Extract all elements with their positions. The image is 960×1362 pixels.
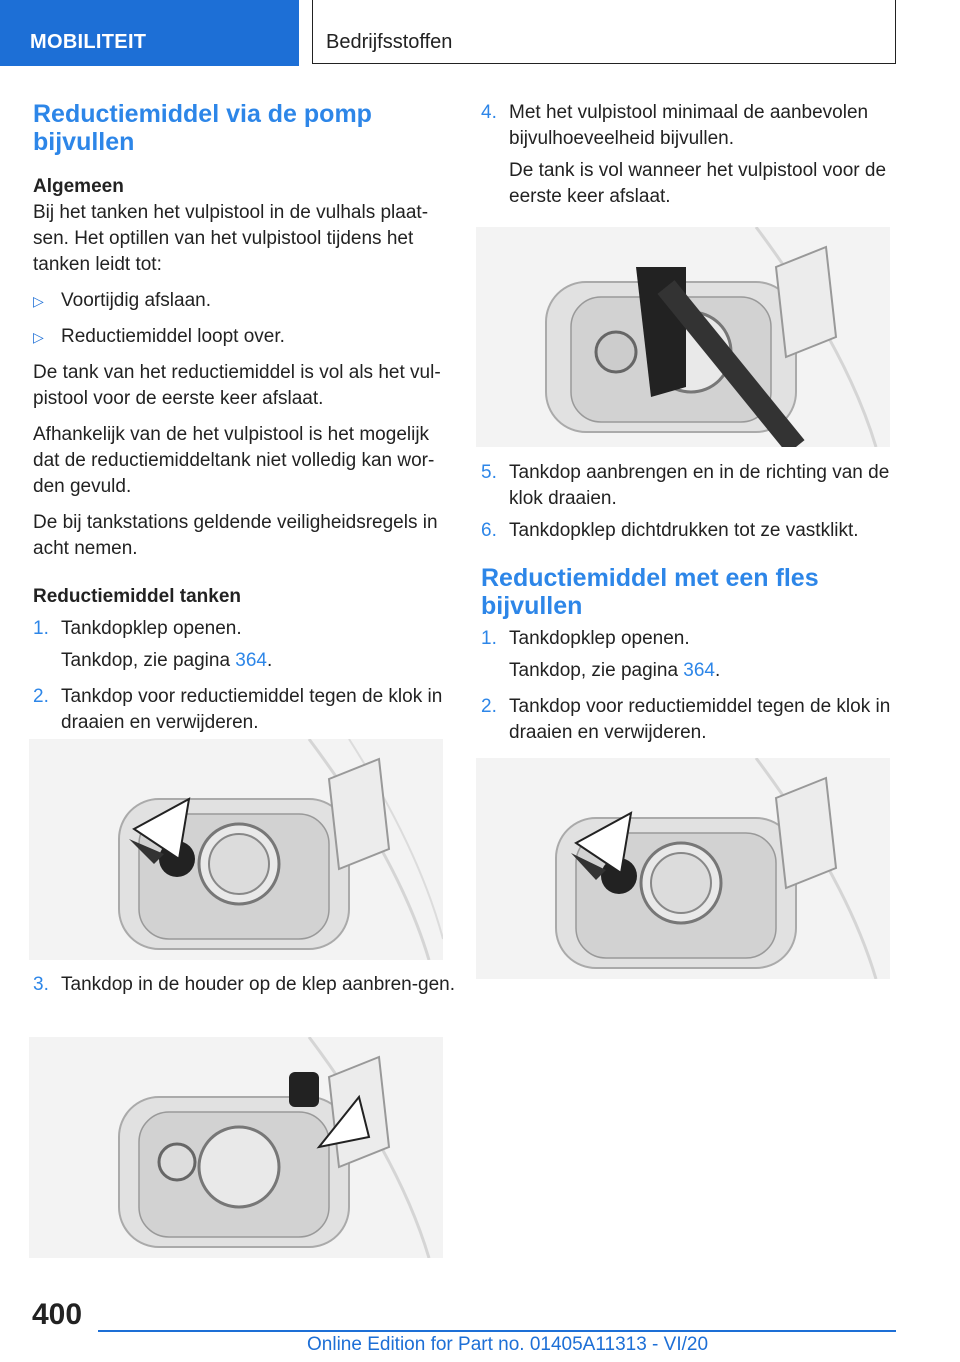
list-item: ▷ Voortijdig afslaan. bbox=[33, 288, 443, 314]
triangle-bullet-icon: ▷ bbox=[33, 329, 44, 345]
paragraph-nozzle: Afhankelijk van de het vulpistool is het mogelijk dat de reductiemiddeltank niet volledig kan wor-den gevuld. bbox=[33, 424, 435, 497]
step-item: 2. Tankdop voor reductiemiddel tegen de klok in draaien en verwijderen. bbox=[481, 696, 891, 743]
chapter-title: Bedrijfsstoffen bbox=[312, 0, 896, 64]
page-link[interactable]: 364 bbox=[683, 660, 715, 681]
general-heading: Algemeen bbox=[33, 176, 124, 197]
figure-cap-removal bbox=[29, 739, 443, 960]
paragraph-safety: De bij tankstations geldende veiligheidsregels in acht nemen. bbox=[33, 512, 438, 559]
section-tab: MOBILITEIT bbox=[0, 0, 299, 66]
paragraph-full-tank: De tank van het reductiemiddel is vol als het vul-pistool voor de eerste keer afslaat. bbox=[33, 362, 441, 409]
nozzle-illustration bbox=[476, 227, 890, 447]
section-title-pump: Reductiemiddel via de pomp bijvullen bbox=[33, 100, 372, 156]
fuel-flap-illustration bbox=[29, 739, 443, 960]
footer-edition: Online Edition for Part no. 01405A11313 - VI/20 bbox=[307, 1334, 709, 1355]
left-column bbox=[33, 100, 443, 742]
step-item: 1. Tankdopklep openen. bbox=[33, 618, 242, 639]
step-sub: Tankdop, zie pagina 364. bbox=[509, 660, 721, 681]
page-header bbox=[0, 0, 960, 66]
right-column bbox=[481, 100, 893, 220]
step-sub: Tankdop, zie pagina 364. bbox=[61, 650, 273, 671]
figure-cap-removal-bottle bbox=[476, 758, 890, 979]
right-column-lower bbox=[481, 460, 893, 752]
step-item: 2. Tankdop voor reductiemiddel tegen de klok in draaien en verwijderen. bbox=[33, 686, 443, 733]
general-text: Bij het tanken het vulpistool in de vulhals plaat-sen. Het optillen van het vulpistool tijdens het tanken leidt tot: bbox=[33, 202, 429, 275]
page-number: 400 bbox=[32, 1298, 83, 1331]
step-item: 3. Tankdop in de houder op de klep aanbren-gen. bbox=[33, 974, 456, 995]
refuel-heading: Reductiemiddel tanken bbox=[33, 586, 241, 607]
list-item: ▷ Reductiemiddel loopt over. bbox=[33, 324, 443, 350]
step-sub: De tank is vol wanneer het vulpistool voor de eerste keer afslaat. bbox=[509, 160, 887, 207]
fuel-flap-illustration bbox=[476, 758, 890, 979]
cap-holder-illustration bbox=[29, 1037, 443, 1258]
step-item: 1. Tankdopklep openen. bbox=[481, 628, 690, 649]
figure-nozzle-refuel bbox=[476, 227, 890, 447]
step-item: 6. Tankdopklep dichtdrukken tot ze vastklikt. bbox=[481, 520, 859, 541]
triangle-bullet-icon: ▷ bbox=[33, 293, 44, 309]
page-link[interactable]: 364 bbox=[235, 650, 267, 671]
step-item: 4. Met het vulpistool minimaal de aanbevolen bijvulhoeveelheid bijvullen. bbox=[481, 102, 869, 149]
section-title-bottle: Reductiemiddel met een fles bijvullen bbox=[481, 564, 819, 620]
step-item: 5. Tankdop aanbrengen en in de richting van de klok draaien. bbox=[481, 462, 890, 509]
footer-divider bbox=[98, 1330, 896, 1332]
figure-cap-holder bbox=[29, 1037, 443, 1258]
